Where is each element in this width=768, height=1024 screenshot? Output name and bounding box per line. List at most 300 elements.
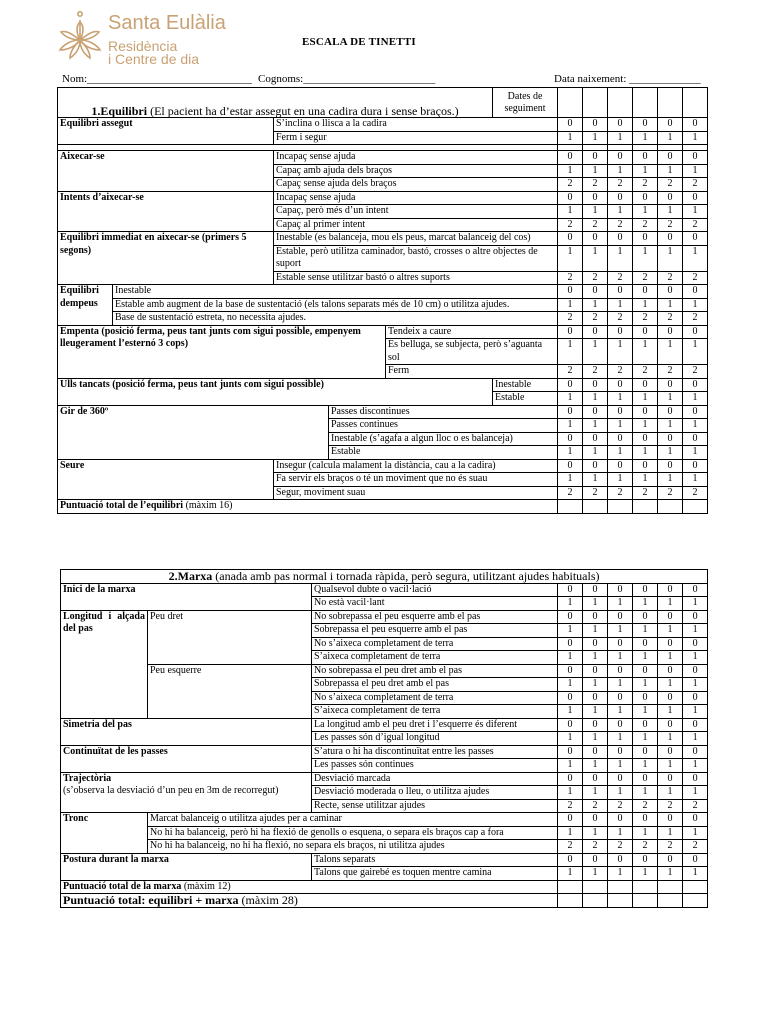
score[interactable]: 1 (583, 597, 608, 611)
score[interactable]: 0 (583, 610, 608, 624)
score[interactable]: 1 (583, 245, 608, 271)
score[interactable]: 1 (583, 164, 608, 178)
score[interactable]: 1 (583, 678, 608, 692)
score[interactable]: 1 (683, 678, 708, 692)
score[interactable]: 1 (683, 651, 708, 665)
score[interactable]: 0 (558, 853, 583, 867)
score[interactable]: 0 (608, 325, 633, 339)
score[interactable]: 1 (683, 205, 708, 219)
score[interactable]: 0 (608, 118, 633, 132)
score[interactable]: 2 (633, 486, 658, 500)
score[interactable]: 0 (558, 378, 583, 392)
score[interactable]: 1 (558, 624, 583, 638)
score[interactable]: 0 (608, 151, 633, 165)
score[interactable]: 0 (683, 772, 708, 786)
score[interactable]: 0 (583, 664, 608, 678)
score[interactable]: 0 (608, 583, 633, 597)
score[interactable]: 2 (558, 178, 583, 192)
score[interactable]: 2 (583, 218, 608, 232)
score[interactable]: 0 (608, 772, 633, 786)
score[interactable]: 0 (658, 772, 683, 786)
date-cell[interactable] (683, 88, 708, 118)
score[interactable]: 0 (583, 118, 608, 132)
score[interactable]: 1 (633, 759, 658, 773)
score[interactable]: 2 (583, 365, 608, 379)
score[interactable]: 0 (683, 405, 708, 419)
score[interactable]: 1 (658, 419, 683, 433)
score[interactable]: 0 (608, 718, 633, 732)
total-cell[interactable] (633, 880, 658, 894)
total-cell[interactable] (683, 894, 708, 908)
score[interactable]: 0 (558, 691, 583, 705)
score[interactable]: 1 (633, 624, 658, 638)
nom-field[interactable]: Nom:______________________________ (62, 73, 253, 85)
score[interactable]: 2 (583, 312, 608, 326)
score[interactable]: 1 (608, 131, 633, 145)
score[interactable]: 1 (583, 759, 608, 773)
score[interactable]: 1 (583, 732, 608, 746)
score[interactable]: 0 (683, 378, 708, 392)
score[interactable]: 1 (608, 419, 633, 433)
score[interactable]: 0 (583, 285, 608, 299)
score[interactable]: 1 (608, 678, 633, 692)
score[interactable]: 2 (558, 365, 583, 379)
score[interactable]: 0 (683, 813, 708, 827)
score[interactable]: 1 (608, 786, 633, 800)
score[interactable]: 1 (558, 245, 583, 271)
score[interactable]: 1 (683, 164, 708, 178)
score[interactable]: 0 (658, 718, 683, 732)
score[interactable]: 0 (583, 325, 608, 339)
score[interactable]: 0 (608, 459, 633, 473)
score[interactable]: 1 (633, 205, 658, 219)
score[interactable]: 0 (583, 151, 608, 165)
score[interactable]: 1 (683, 597, 708, 611)
score[interactable]: 2 (683, 799, 708, 813)
score[interactable]: 0 (683, 691, 708, 705)
score[interactable]: 0 (608, 191, 633, 205)
score[interactable]: 1 (558, 597, 583, 611)
score[interactable]: 1 (658, 624, 683, 638)
score[interactable]: 2 (658, 486, 683, 500)
total-cell[interactable] (558, 894, 583, 908)
score[interactable]: 2 (683, 218, 708, 232)
score[interactable]: 1 (658, 245, 683, 271)
score[interactable]: 1 (633, 678, 658, 692)
score[interactable]: 0 (633, 232, 658, 246)
score[interactable]: 1 (558, 732, 583, 746)
score[interactable]: 0 (683, 718, 708, 732)
score[interactable]: 0 (658, 583, 683, 597)
score[interactable]: 1 (608, 473, 633, 487)
score[interactable]: 0 (583, 432, 608, 446)
total-cell[interactable] (633, 894, 658, 908)
total-cell[interactable] (658, 500, 683, 514)
score[interactable]: 2 (658, 178, 683, 192)
total-cell[interactable] (658, 894, 683, 908)
score[interactable]: 1 (633, 298, 658, 312)
score[interactable]: 0 (633, 432, 658, 446)
score[interactable]: 2 (658, 218, 683, 232)
score[interactable]: 1 (658, 392, 683, 406)
score[interactable]: 0 (608, 691, 633, 705)
total-cell[interactable] (683, 880, 708, 894)
score[interactable]: 0 (658, 610, 683, 624)
score[interactable]: 1 (658, 164, 683, 178)
score[interactable]: 0 (658, 405, 683, 419)
total-cell[interactable] (558, 500, 583, 514)
score[interactable]: 1 (608, 298, 633, 312)
score[interactable]: 2 (633, 271, 658, 285)
score[interactable]: 1 (583, 392, 608, 406)
score[interactable]: 1 (608, 705, 633, 719)
score[interactable]: 0 (633, 405, 658, 419)
score[interactable]: 0 (608, 432, 633, 446)
score[interactable]: 0 (633, 459, 658, 473)
score[interactable]: 1 (683, 131, 708, 145)
score[interactable]: 1 (583, 826, 608, 840)
score[interactable]: 0 (583, 232, 608, 246)
score[interactable]: 1 (658, 867, 683, 881)
score[interactable]: 0 (683, 325, 708, 339)
score[interactable]: 0 (683, 583, 708, 597)
score[interactable]: 1 (658, 131, 683, 145)
date-cell[interactable] (583, 88, 608, 118)
score[interactable]: 0 (608, 378, 633, 392)
score[interactable]: 1 (558, 705, 583, 719)
score[interactable]: 0 (633, 718, 658, 732)
score[interactable]: 1 (608, 392, 633, 406)
score[interactable]: 0 (633, 772, 658, 786)
score[interactable]: 0 (608, 745, 633, 759)
score[interactable]: 0 (583, 718, 608, 732)
score[interactable]: 1 (558, 759, 583, 773)
date-cell[interactable] (608, 88, 633, 118)
score[interactable]: 1 (608, 205, 633, 219)
score[interactable]: 2 (608, 271, 633, 285)
date-cell[interactable] (558, 88, 583, 118)
score[interactable]: 1 (658, 732, 683, 746)
score[interactable]: 1 (558, 131, 583, 145)
total-cell[interactable] (583, 500, 608, 514)
score[interactable]: 2 (683, 365, 708, 379)
score[interactable]: 0 (558, 718, 583, 732)
score[interactable]: 2 (558, 271, 583, 285)
score[interactable]: 0 (658, 191, 683, 205)
score[interactable]: 2 (608, 312, 633, 326)
score[interactable]: 1 (558, 339, 583, 365)
score[interactable]: 2 (683, 312, 708, 326)
cognoms-field[interactable]: Cognoms:________________________ (258, 73, 436, 85)
score[interactable]: 1 (633, 446, 658, 460)
score[interactable]: 1 (558, 164, 583, 178)
score[interactable]: 1 (558, 392, 583, 406)
score[interactable]: 0 (633, 610, 658, 624)
score[interactable]: 1 (608, 339, 633, 365)
score[interactable]: 1 (658, 678, 683, 692)
score[interactable]: 0 (633, 745, 658, 759)
score[interactable]: 2 (558, 799, 583, 813)
score[interactable]: 2 (608, 365, 633, 379)
score[interactable]: 1 (558, 298, 583, 312)
score[interactable]: 1 (633, 705, 658, 719)
score[interactable]: 0 (633, 583, 658, 597)
score[interactable]: 1 (683, 298, 708, 312)
score[interactable]: 0 (633, 151, 658, 165)
score[interactable]: 1 (558, 786, 583, 800)
score[interactable]: 2 (558, 218, 583, 232)
score[interactable]: 0 (608, 853, 633, 867)
score[interactable]: 1 (683, 705, 708, 719)
score[interactable]: 2 (583, 271, 608, 285)
score[interactable]: 0 (608, 664, 633, 678)
score[interactable]: 1 (683, 624, 708, 638)
score[interactable]: 1 (633, 131, 658, 145)
total-cell[interactable] (558, 880, 583, 894)
score[interactable]: 0 (658, 664, 683, 678)
score[interactable]: 1 (658, 786, 683, 800)
score[interactable]: 0 (583, 191, 608, 205)
score[interactable]: 2 (583, 799, 608, 813)
score[interactable]: 0 (608, 405, 633, 419)
score[interactable]: 0 (583, 583, 608, 597)
score[interactable]: 0 (633, 118, 658, 132)
score[interactable]: 0 (558, 459, 583, 473)
score[interactable]: 0 (583, 459, 608, 473)
score[interactable]: 2 (683, 271, 708, 285)
score[interactable]: 1 (583, 205, 608, 219)
score[interactable]: 1 (558, 473, 583, 487)
score[interactable]: 0 (583, 813, 608, 827)
total-cell[interactable] (608, 880, 633, 894)
score[interactable]: 0 (658, 745, 683, 759)
score[interactable]: 0 (558, 432, 583, 446)
score[interactable]: 1 (608, 245, 633, 271)
score[interactable]: 1 (683, 786, 708, 800)
score[interactable]: 2 (608, 178, 633, 192)
data-naixement-field[interactable]: Data naixement: _____________ (554, 73, 701, 85)
score[interactable]: 1 (558, 419, 583, 433)
score[interactable]: 0 (583, 405, 608, 419)
score[interactable]: 0 (558, 664, 583, 678)
score[interactable]: 2 (633, 312, 658, 326)
score[interactable]: 1 (583, 651, 608, 665)
score[interactable]: 0 (658, 459, 683, 473)
score[interactable]: 1 (658, 446, 683, 460)
score[interactable]: 2 (583, 178, 608, 192)
total-cell[interactable] (658, 880, 683, 894)
score[interactable]: 1 (633, 339, 658, 365)
score[interactable]: 1 (683, 826, 708, 840)
score[interactable]: 1 (683, 446, 708, 460)
score[interactable]: 0 (658, 151, 683, 165)
score[interactable]: 1 (633, 732, 658, 746)
total-cell[interactable] (583, 880, 608, 894)
score[interactable]: 1 (583, 705, 608, 719)
score[interactable]: 2 (683, 486, 708, 500)
score[interactable]: 1 (608, 759, 633, 773)
score[interactable]: 1 (633, 651, 658, 665)
score[interactable]: 2 (658, 365, 683, 379)
score[interactable]: 1 (558, 651, 583, 665)
date-cell[interactable] (658, 88, 683, 118)
score[interactable]: 2 (658, 840, 683, 854)
score[interactable]: 1 (658, 651, 683, 665)
score[interactable]: 1 (608, 651, 633, 665)
score[interactable]: 1 (633, 867, 658, 881)
score[interactable]: 0 (558, 151, 583, 165)
score[interactable]: 1 (658, 205, 683, 219)
score[interactable]: 1 (558, 678, 583, 692)
score[interactable]: 1 (683, 392, 708, 406)
score[interactable]: 2 (608, 840, 633, 854)
score[interactable]: 1 (658, 339, 683, 365)
score[interactable]: 2 (633, 799, 658, 813)
score[interactable]: 1 (658, 759, 683, 773)
score[interactable]: 0 (658, 853, 683, 867)
score[interactable]: 1 (608, 732, 633, 746)
score[interactable]: 0 (633, 691, 658, 705)
score[interactable]: 0 (658, 637, 683, 651)
score[interactable]: 0 (658, 691, 683, 705)
total-cell[interactable] (633, 500, 658, 514)
score[interactable]: 0 (583, 637, 608, 651)
score[interactable]: 1 (558, 205, 583, 219)
score[interactable]: 1 (683, 732, 708, 746)
score[interactable]: 1 (558, 446, 583, 460)
score[interactable]: 1 (583, 473, 608, 487)
score[interactable]: 0 (608, 637, 633, 651)
score[interactable]: 0 (683, 118, 708, 132)
score[interactable]: 0 (558, 118, 583, 132)
score[interactable]: 1 (608, 164, 633, 178)
score[interactable]: 0 (558, 191, 583, 205)
score[interactable]: 0 (658, 432, 683, 446)
score[interactable]: 1 (583, 131, 608, 145)
score[interactable]: 2 (683, 840, 708, 854)
score[interactable]: 1 (583, 339, 608, 365)
score[interactable]: 2 (608, 218, 633, 232)
score[interactable]: 2 (608, 486, 633, 500)
score[interactable]: 1 (633, 826, 658, 840)
score[interactable]: 0 (683, 432, 708, 446)
score[interactable]: 0 (683, 637, 708, 651)
total-cell[interactable] (683, 500, 708, 514)
score[interactable]: 2 (558, 840, 583, 854)
score[interactable]: 0 (658, 325, 683, 339)
score[interactable]: 2 (633, 365, 658, 379)
score[interactable]: 0 (683, 151, 708, 165)
score[interactable]: 1 (683, 473, 708, 487)
score[interactable]: 1 (608, 826, 633, 840)
score[interactable]: 0 (608, 813, 633, 827)
score[interactable]: 0 (658, 232, 683, 246)
score[interactable]: 1 (558, 867, 583, 881)
total-cell[interactable] (608, 500, 633, 514)
score[interactable]: 0 (558, 405, 583, 419)
score[interactable]: 1 (583, 867, 608, 881)
score[interactable]: 0 (633, 285, 658, 299)
score[interactable]: 0 (608, 285, 633, 299)
score[interactable]: 1 (583, 624, 608, 638)
score[interactable]: 1 (583, 446, 608, 460)
score[interactable]: 0 (683, 232, 708, 246)
score[interactable]: 1 (658, 826, 683, 840)
score[interactable]: 1 (633, 419, 658, 433)
score[interactable]: 1 (608, 624, 633, 638)
score[interactable]: 0 (583, 691, 608, 705)
score[interactable]: 1 (658, 298, 683, 312)
score[interactable]: 0 (633, 637, 658, 651)
score[interactable]: 1 (683, 245, 708, 271)
score[interactable]: 0 (633, 853, 658, 867)
score[interactable]: 2 (558, 486, 583, 500)
score[interactable]: 0 (558, 325, 583, 339)
score[interactable]: 2 (633, 840, 658, 854)
score[interactable]: 2 (608, 799, 633, 813)
score[interactable]: 0 (608, 610, 633, 624)
score[interactable]: 0 (633, 664, 658, 678)
score[interactable]: 1 (558, 826, 583, 840)
score[interactable]: 1 (658, 705, 683, 719)
total-cell[interactable] (608, 894, 633, 908)
score[interactable]: 1 (633, 392, 658, 406)
total-cell[interactable] (583, 894, 608, 908)
score[interactable]: 0 (558, 285, 583, 299)
score[interactable]: 0 (558, 610, 583, 624)
score[interactable]: 0 (633, 191, 658, 205)
score[interactable]: 0 (683, 853, 708, 867)
score[interactable]: 0 (683, 610, 708, 624)
score[interactable]: 0 (658, 285, 683, 299)
score[interactable]: 0 (683, 459, 708, 473)
score[interactable]: 0 (558, 232, 583, 246)
score[interactable]: 1 (608, 867, 633, 881)
score[interactable]: 0 (683, 664, 708, 678)
score[interactable]: 0 (683, 745, 708, 759)
score[interactable]: 0 (558, 813, 583, 827)
score[interactable]: 0 (558, 772, 583, 786)
score[interactable]: 0 (583, 378, 608, 392)
score[interactable]: 0 (583, 853, 608, 867)
score[interactable]: 2 (633, 218, 658, 232)
score[interactable]: 0 (683, 285, 708, 299)
score[interactable]: 1 (633, 164, 658, 178)
score[interactable]: 1 (658, 473, 683, 487)
score[interactable]: 2 (583, 486, 608, 500)
score[interactable]: 0 (633, 325, 658, 339)
score[interactable]: 1 (633, 786, 658, 800)
score[interactable]: 2 (658, 312, 683, 326)
score[interactable]: 0 (658, 118, 683, 132)
score[interactable]: 2 (658, 799, 683, 813)
score[interactable]: 1 (633, 245, 658, 271)
score[interactable]: 0 (608, 232, 633, 246)
score[interactable]: 1 (583, 786, 608, 800)
score[interactable]: 0 (683, 191, 708, 205)
score[interactable]: 1 (633, 597, 658, 611)
score[interactable]: 2 (583, 840, 608, 854)
score[interactable]: 2 (558, 312, 583, 326)
score[interactable]: 0 (583, 772, 608, 786)
score[interactable]: 1 (608, 597, 633, 611)
score[interactable]: 1 (683, 867, 708, 881)
score[interactable]: 0 (658, 813, 683, 827)
score[interactable]: 0 (633, 378, 658, 392)
score[interactable]: 0 (558, 637, 583, 651)
score[interactable]: 2 (658, 271, 683, 285)
score[interactable]: 1 (583, 298, 608, 312)
